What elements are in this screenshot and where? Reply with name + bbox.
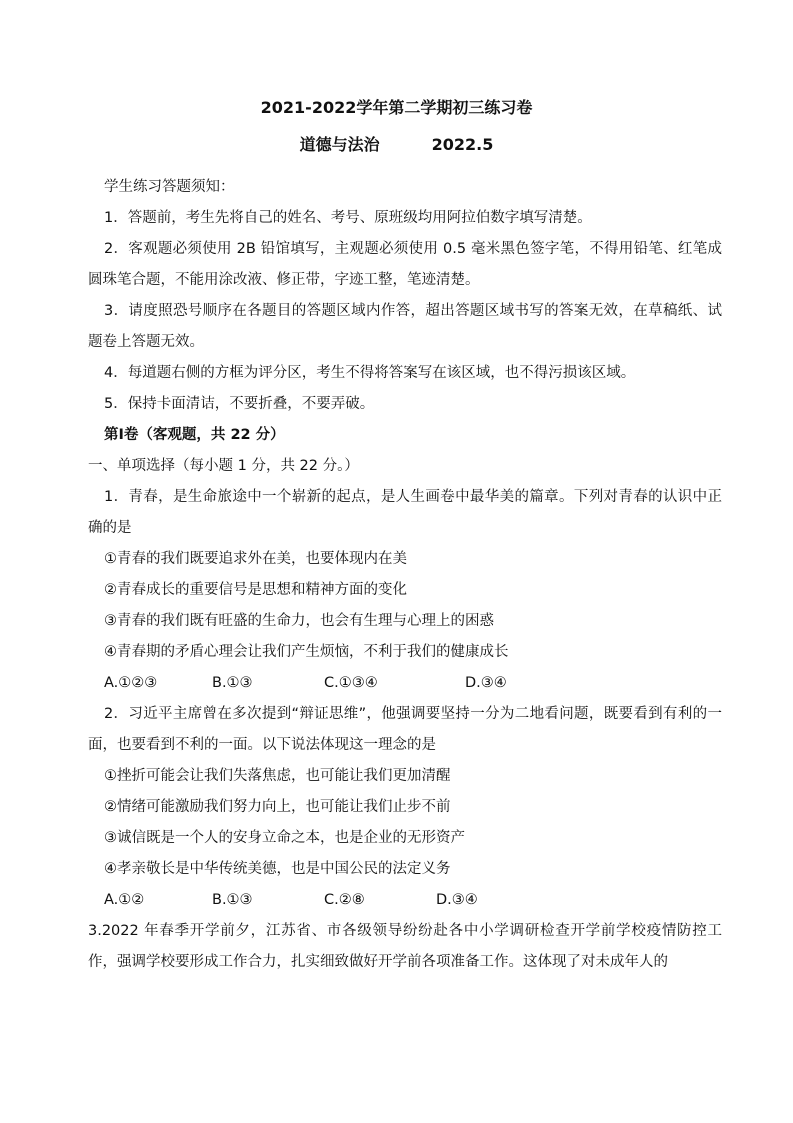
- notice-item-2: 2．客观题必须使用 2B 铅馆填写，主观题必须使用 0.5 毫米黑色签字笔，不得用铅笔、红笔成圆珠笔合题，不能用涂改液、修正带，字迹工整，笔迹清楚。: [88, 241, 722, 288]
- question-2-option-b[interactable]: B.①③: [212, 892, 253, 908]
- section-heading: 第Ⅰ卷（客观题，共 22 分）: [104, 427, 285, 443]
- question-2-statement-2: ②情绪可能激励我们努力向上，也可能让我们止步不前: [104, 799, 451, 815]
- question-1-statement-2: ②青春成长的重要信号是思想和精神方面的变化: [104, 582, 407, 598]
- exam-title: 2021-2022学年第二学期初三练习卷: [260, 98, 533, 117]
- exam-subtitle: [0, 135, 793, 155]
- notice-heading: 学生练习答题须知：: [104, 179, 235, 195]
- exam-content: [88, 172, 722, 978]
- question-1-option-b[interactable]: B.①③: [212, 675, 253, 691]
- question-1-option-d[interactable]: D.③④: [465, 675, 507, 691]
- question-1-statement-3: ③青春的我们既有旺盛的生命力，也会有生理与心理上的困惑: [104, 613, 494, 629]
- notice-item-3: 3．请度照恐号顺序在各题目的答题区域内作答，超出答题区域书写的答案无效，在草稿纸、试题卷上答题无效。: [88, 303, 722, 350]
- part-heading: 一、单项选择（每小题 1 分，共 22 分。）: [88, 458, 359, 474]
- question-2-statement-4: ④孝亲敬长是中华传统美德，也是中国公民的法定义务: [104, 861, 451, 877]
- question-2-option-c[interactable]: C.②⑧: [324, 892, 365, 908]
- question-2-statement-3: ③诚信既是一个人的安身立命之本，也是企业的无形资产: [104, 830, 465, 846]
- question-3-stem: 3.2022 年春季开学前夕，江苏省、市各级领导纷纷赴各中小学调研检查开学前学校疫情防控工作，强调学校要形成工作合力，扎实细致做好开学前各项准备工作。这体现了对未成年人的: [88, 923, 722, 970]
- exam-date: 2022.5: [431, 135, 494, 154]
- question-1-option-c[interactable]: C.①③④: [324, 675, 378, 691]
- question-2-statement-1: ①挫折可能会让我们失落焦虑，也可能让我们更加清醒: [104, 768, 451, 784]
- question-2-options: [104, 885, 722, 916]
- notice-item-4: 4．每道题右侧的方框为评分区，考生不得将答案写在该区域，也不得污损该区域。: [104, 365, 636, 381]
- question-1-option-a[interactable]: A.①②③: [104, 675, 158, 691]
- subject-name: 道德与法治: [299, 135, 380, 154]
- question-1-stem: 1．青春，是生命旅途中一个崭新的起点，是人生画卷中最华美的篇章。下列对青春的认识中正确的是: [88, 489, 722, 536]
- notice-item-1: 1．答题前，考生先将自己的姓名、考号、原班级均用阿拉伯数字填写清楚。: [104, 210, 592, 226]
- question-2-stem: 2．习近平主席曾在多次提到“辩证思维”，他强调要坚持一分为二地看问题，既要看到有利的一面，也要看到不利的一面。以下说法体现这一理念的是: [88, 706, 722, 753]
- question-1-statement-1: ①青春的我们既要追求外在美，也要体现内在美: [104, 551, 407, 567]
- question-1-options: [104, 668, 722, 699]
- question-2-option-a[interactable]: A.①②: [104, 892, 145, 908]
- question-2-option-d[interactable]: D.③④: [436, 892, 478, 908]
- question-1-statement-4: ④青春期的矛盾心理会让我们产生烦恼，不利于我们的健康成长: [104, 644, 509, 660]
- notice-item-5: 5．保持卡面清诘，不要折叠，不要弄破。: [104, 396, 375, 412]
